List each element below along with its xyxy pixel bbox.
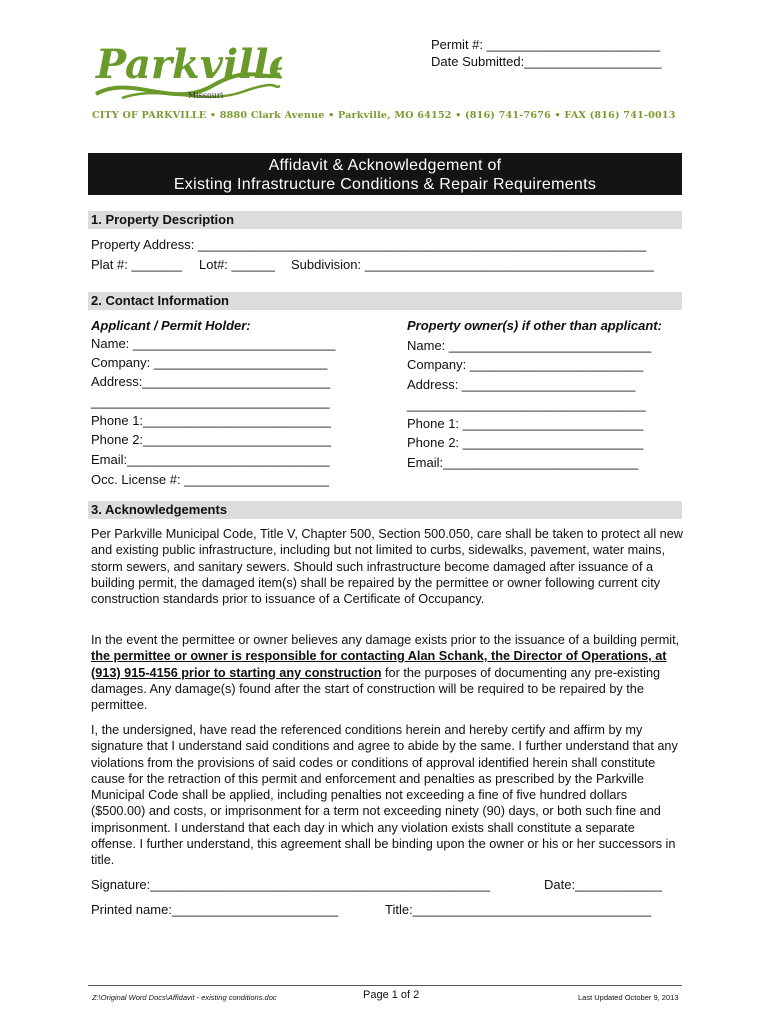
- subdivision-field[interactable]: Subdivision: ________________________________________: [291, 257, 654, 272]
- owner-company-field[interactable]: Company: ________________________: [407, 357, 644, 372]
- title-field[interactable]: Title:_________________________________: [385, 902, 652, 917]
- footer-file-path: Z:\Original Word Docs\Affidavit - existing conditions.doc: [92, 993, 277, 1002]
- permit-block: [431, 36, 662, 70]
- footer-divider: [88, 985, 682, 986]
- lot-field[interactable]: Lot#: ______: [199, 257, 275, 272]
- applicant-phone1-field[interactable]: Phone 1:__________________________: [91, 413, 332, 428]
- applicant-heading: Applicant / Permit Holder:: [91, 318, 251, 333]
- section-heading-contact: 2. Contact Information: [88, 292, 682, 310]
- applicant-address-field[interactable]: Address:__________________________: [91, 374, 331, 389]
- owner-phone1-field[interactable]: Phone 1: _________________________: [407, 416, 644, 431]
- footer-page-number: Page 1 of 2: [363, 989, 420, 1001]
- title-line-1: Affidavit & Acknowledgement of: [268, 157, 502, 174]
- owner-address-line-2[interactable]: _________________________________: [407, 397, 646, 412]
- applicant-address-line-2[interactable]: _________________________________: [91, 394, 330, 409]
- city-address-bar: CITY OF PARKVILLE • 8880 Clark Avenue • Parkville, MO 64152 • (816) 741-7676 • FAX (816) 741-0013: [92, 110, 676, 121]
- paragraph-1-text: Per Parkville Municipal Code, Title V, Chapter 500, Section 500.050, care shall be taken to protect all new and existing public infrastructure, including but not limited to curbs, sidewalks, pavement, water mains, storm sewers, and sanitary sewers. Should such infrastructure become damaged after issuance of a building permit, the damaged item(s) shall be repaired by the permittee or owner following current city construction standards prior to issuance of a Certificate of Occupancy.: [91, 527, 683, 607]
- applicant-occ-license-field[interactable]: Occ. License #: ____________________: [91, 472, 329, 487]
- title-line-2: Existing Infrastructure Conditions & Repair Requirements: [173, 176, 597, 193]
- plat-field[interactable]: Plat #: _______: [91, 257, 183, 272]
- property-address-field[interactable]: Property Address: ______________________________________________________________: [91, 237, 647, 252]
- section-heading-property: 1. Property Description: [88, 211, 682, 229]
- paragraph-3-text: I, the undersigned, have read the referenced conditions herein and hereby certify and affirm by my signature that I understand said conditions and agree to abide by the same. I further understand that any violations from the provisions of said codes or conditions of approval identified herein shall constitute cause for the retraction of this permit and enforcement and penalties as prescribed by the Parkville Municipal Code shall be applied, including penalties not exceeding a fine of five hundred dollars ($500.00) and costs, or imprisonment for a term not exceeding ninety (90) days, or both such fine and imprisonment. I understand that each day in which any violation exists shall constitute a separate offense. I further understand, this agreement shall be binding upon the owner or his or her successors in title.: [91, 723, 678, 868]
- applicant-email-field[interactable]: Email:____________________________: [91, 452, 330, 467]
- acknowledgement-paragraph-1: [91, 526, 683, 607]
- logo-text: Parkville: [96, 41, 282, 88]
- section-heading-acknowledgements: 3. Acknowledgements: [88, 501, 682, 519]
- applicant-name-field[interactable]: Name: ____________________________: [91, 336, 336, 351]
- owner-heading: Property owner(s) if other than applicant:: [407, 318, 662, 333]
- footer-last-updated: Last Updated October 9, 2013: [578, 993, 679, 1002]
- acknowledgement-paragraph-3: [91, 722, 683, 869]
- owner-email-field[interactable]: Email:___________________________: [407, 455, 639, 470]
- paragraph-2-intro: In the event the permittee or owner believes any damage exists prior to the issuance of a building permit,: [91, 633, 680, 647]
- logo-subtext: Missouri: [188, 91, 224, 100]
- printed-name-field[interactable]: Printed name:_______________________: [91, 902, 339, 917]
- date-submitted-field[interactable]: Date Submitted:___________________: [431, 54, 662, 69]
- paragraph-2-end: for the purposes of documenting any pre-existing damages. Any damage(s) found after the start of construction will be required to be repaired by the permittee.: [91, 665, 661, 713]
- applicant-phone2-field[interactable]: Phone 2:__________________________: [91, 432, 332, 447]
- paragraph-2-emphasis: the permittee or owner is responsible for contacting Alan Schank, the Director of Operations, at (913) 915-4156 prior to starting any construction: [91, 649, 667, 680]
- signature-date-field[interactable]: Date:____________: [544, 877, 662, 892]
- owner-phone2-field[interactable]: Phone 2: _________________________: [407, 435, 644, 450]
- document-title: [88, 153, 682, 195]
- signature-field[interactable]: Signature:_______________________________________________: [91, 877, 491, 892]
- applicant-company-field[interactable]: Company: ________________________: [91, 355, 328, 370]
- acknowledgement-paragraph-2: [91, 632, 683, 713]
- parkville-logo: [92, 34, 282, 106]
- logo-graphic: [92, 34, 282, 106]
- owner-name-field[interactable]: Name: ____________________________: [407, 338, 652, 353]
- permit-number-field[interactable]: Permit #: ________________________: [431, 37, 661, 52]
- owner-address-field[interactable]: Address: ________________________: [407, 377, 636, 392]
